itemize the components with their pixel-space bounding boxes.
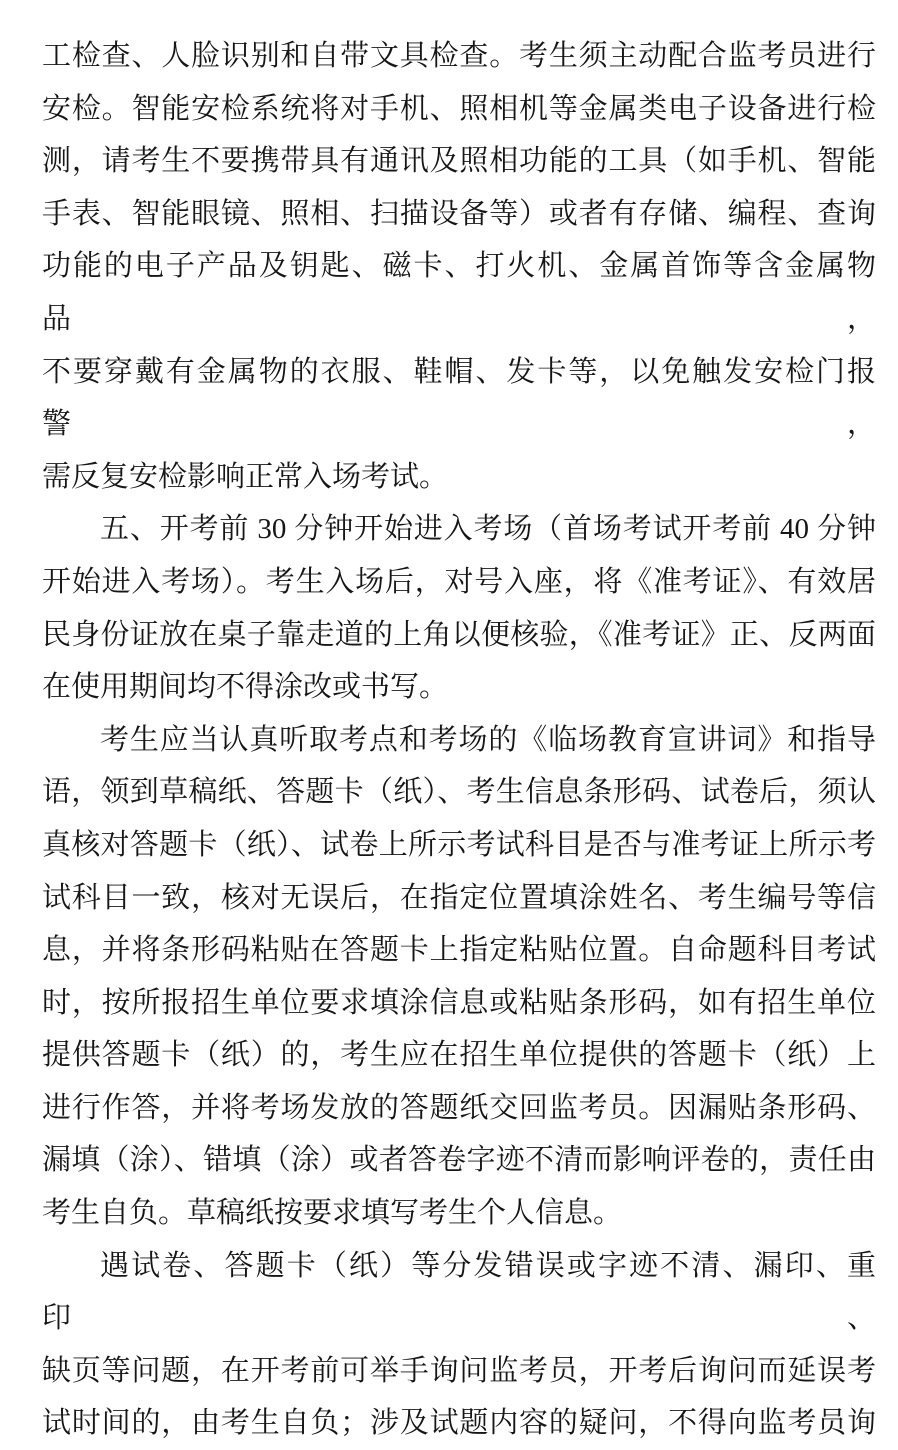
text-line: 提供答题卡（纸）的，考生应在招生单位提供的答题卡（纸）上 — [42, 1039, 876, 1072]
text-line: 考生应当认真听取考点和考场的《临场教育宣讲词》和指导 — [100, 723, 876, 756]
text-line: 试时间的，由考生自负；涉及试题内容的疑问，不得向监考员询 — [42, 1407, 876, 1440]
text-line: 民身份证放在桌子靠走道的上角以便核验，《准考证》正、反两面 — [42, 618, 876, 651]
text-line: 功能的电子产品及钥匙、磁卡、打火机、金属首饰等含金属物品， — [42, 250, 876, 335]
text-line: 真核对答题卡（纸）、试卷上所示考试科目是否与准考证上所示考 — [42, 828, 876, 861]
text-line: 安检。智能安检系统将对手机、照相机等金属类电子设备进行检 — [42, 92, 876, 125]
text-line: 漏填（涂）、错填（涂）或者答卷字迹不清而影响评卷的，责任由 — [42, 1144, 876, 1177]
text-line: 息，并将条形码粘贴在答题卡上指定粘贴位置。自命题科目考试 — [42, 934, 876, 967]
text-line: 试科目一致，核对无误后，在指定位置填涂姓名、考生编号等信 — [42, 881, 876, 914]
text-line: 手表、智能眼镜、照相、扫描设备等）或者有存储、编程、查询 — [42, 197, 876, 230]
text-line: 需反复安检影响正常入场考试。 — [42, 460, 449, 493]
text-line: 在使用期间均不得涂改或书写。 — [42, 671, 449, 704]
text-line: 考生自负。草稿纸按要求填写考生个人信息。 — [42, 1197, 623, 1230]
text-line: 五、开考前 30 分钟开始进入考场（首场考试开考前 40 分钟 — [100, 513, 876, 546]
text-line: 语，领到草稿纸、答题卡（纸）、考生信息条形码、试卷后，须认 — [42, 776, 876, 809]
text-line: 开始进入考场）。考生入场后，对号入座，将《准考证》、有效居 — [42, 565, 876, 598]
text-line: 工检查、人脸识别和自带文具检查。考生须主动配合监考员进行 — [42, 40, 876, 72]
text-line: 进行作答，并将考场发放的答题纸交回监考员。因漏贴条形码、 — [42, 1091, 876, 1124]
text-line: 不要穿戴有金属物的衣服、鞋帽、发卡等，以免触发安检门报警， — [42, 355, 876, 441]
document-body — [42, 30, 876, 1450]
text-line: 缺页等问题，在开考前可举手询问监考员，开考后询问而延误考 — [42, 1354, 876, 1387]
text-line: 测，请考生不要携带具有通讯及照相功能的工具（如手机、智能 — [42, 145, 876, 178]
text-line: 时，按所报招生单位要求填涂信息或粘贴条形码，如有招生单位 — [42, 986, 876, 1019]
text-line: 遇试卷、答题卡（纸）等分发错误或字迹不清、漏印、重印、 — [42, 1249, 876, 1335]
